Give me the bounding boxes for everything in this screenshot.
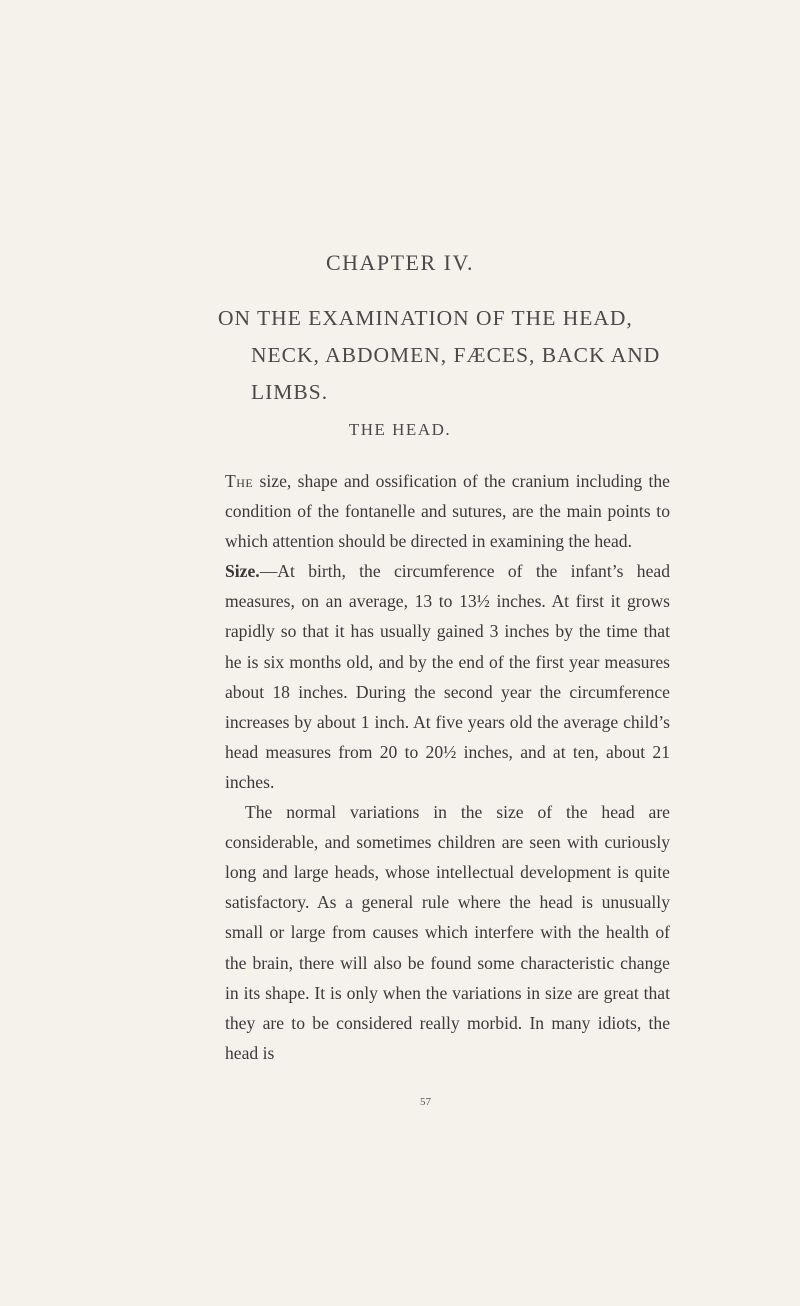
paragraph-intro-text: size, shape and ossification of the cranium including the condition of the fontanelle and sutures, are the main points to which attention should be directed in examining the head. [225,471,670,552]
paragraph-size [225,556,670,797]
page-number: 57 [420,1096,431,1108]
paragraph-size-text: —At birth, the circumference of the infant’s head measures, on an average, 13 to 13½ inches. At first it grows rapidly so that it has usually gained 3 inches by the time that he is six months old, and by the end of the first year measures about 18 inches. During the second year the circumference increases by about 1 inch. At five years old the average child’s head measures from 20 to 20½ inches, and at ten, about 21 inches. [225,561,670,792]
section-heading: THE HEAD. [348,420,452,439]
body-text [225,466,670,1068]
chapter-heading: CHAPTER IV. [325,250,475,275]
paragraph-intro [225,466,670,556]
paragraph-variations: The normal variations in the size of the head are considerable, and sometimes children are seen with curiously long and large heads, whose intellectual development is quite satisfactory. As a general rule where the head is unusually small or large from causes which interfere with the health of the brain, there will also be found some characteristic change in its shape. It is only when the variations in size are great that they are to be considered really morbid. In many idiots, the head is [225,802,670,1063]
paragraph-size-lead: Size. [225,561,260,582]
paragraph-intro-first-word: The [225,471,254,491]
chapter-title: ON THE EXAMINATION OF THE HEAD, NECK, ABDOMEN, FÆCES, BACK AND LIMBS. [218,306,661,404]
